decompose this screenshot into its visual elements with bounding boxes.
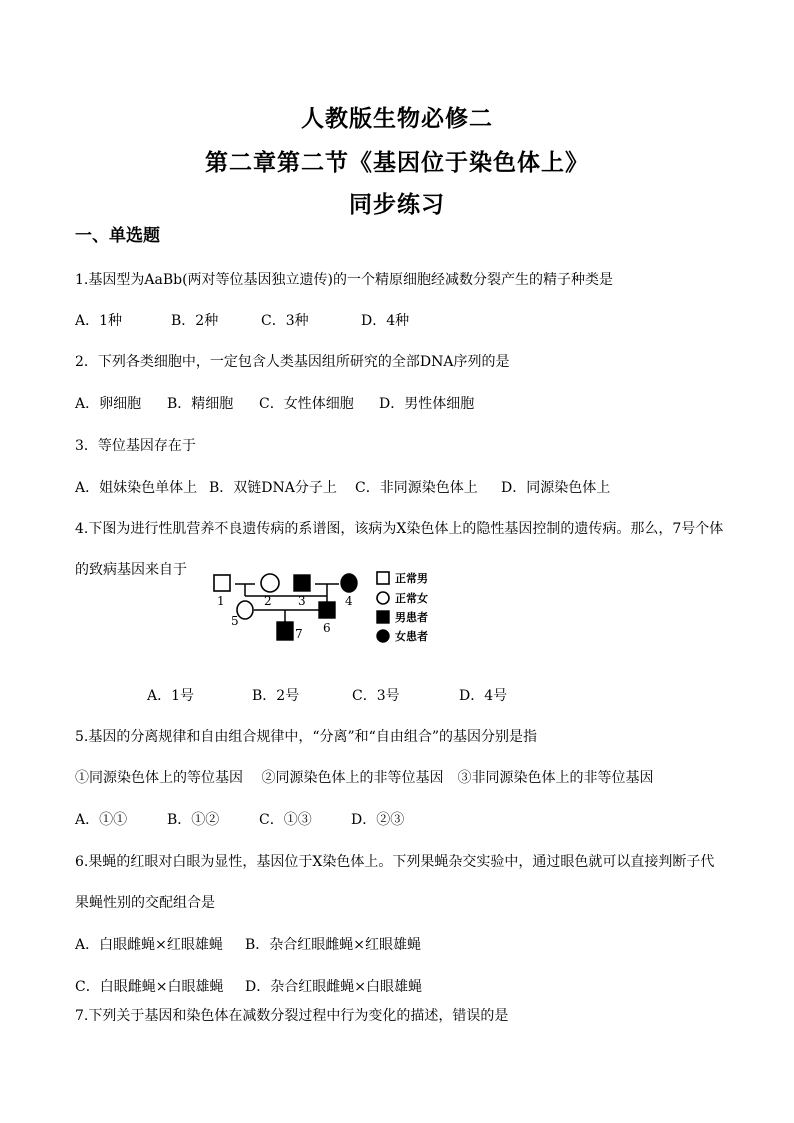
pedigree-number: 3 bbox=[298, 594, 306, 608]
option-c: C．3号 bbox=[352, 688, 400, 704]
option-a: A．1号 bbox=[147, 688, 195, 704]
doc-subtitle-2: 同步练习 bbox=[349, 191, 445, 218]
option-b: B．2号 bbox=[252, 688, 300, 704]
pedigree-individual-1 bbox=[214, 575, 230, 591]
legend-affected-male-icon bbox=[377, 611, 389, 623]
pedigree-chart bbox=[205, 568, 445, 648]
section-heading: 一、单选题 bbox=[75, 226, 160, 246]
option-c: C．非同源染色体上 bbox=[355, 480, 478, 496]
option-b: B．双链DNA分子上 bbox=[209, 480, 337, 496]
pedigree-number: 5 bbox=[231, 614, 239, 628]
pedigree-number: 6 bbox=[323, 621, 331, 635]
question-6-options-row2 bbox=[75, 976, 422, 996]
pedigree-individual-5 bbox=[237, 601, 253, 619]
legend-normal-female-icon bbox=[377, 592, 389, 604]
question-5-stem: 5.基因的分离规律和自由组合规律中，“分离”和“自由组合”的基因分别是指 bbox=[75, 729, 537, 745]
option-c: C．女性体细胞 bbox=[259, 396, 354, 412]
pedigree-number: 7 bbox=[295, 627, 303, 641]
question-1-options bbox=[75, 310, 409, 330]
option-c: C．白眼雌蝇×白眼雄蝇 bbox=[75, 979, 224, 995]
question-3-options bbox=[75, 477, 610, 497]
pedigree-number: 4 bbox=[345, 594, 353, 608]
legend-label: 正常男 bbox=[395, 572, 428, 585]
option-b: B．①② bbox=[167, 812, 220, 828]
option-d: D．杂合红眼雌蝇×白眼雄蝇 bbox=[245, 979, 422, 995]
question-2-options bbox=[75, 393, 474, 413]
option-d: D．同源染色体上 bbox=[501, 480, 611, 496]
question-2-stem: 2．下列各类细胞中，一定包含人类基因组所研究的全部DNA序列的是 bbox=[75, 354, 510, 370]
option-d: D．4种 bbox=[361, 313, 410, 329]
option-a: A．1种 bbox=[75, 313, 123, 329]
pedigree-number: 1 bbox=[217, 594, 225, 608]
option-a: A．白眼雌蝇×红眼雄蝇 bbox=[75, 937, 223, 953]
pedigree-individual-4 bbox=[341, 574, 357, 592]
question-4-stem: 4.下图为进行性肌营养不良遗传病的系谱图，该病为X染色体上的隐性基因控制的遗传病。那么，7号个体 bbox=[75, 521, 724, 537]
option-a: A．①① bbox=[75, 812, 128, 828]
pedigree-individual-3 bbox=[294, 575, 310, 591]
pedigree-individual-2 bbox=[261, 574, 279, 592]
legend-label: 正常女 bbox=[395, 592, 428, 605]
question-7-stem: 7.下列关于基因和染色体在减数分裂过程中行为变化的描述，错误的是 bbox=[75, 1008, 509, 1024]
legend-label: 男患者 bbox=[395, 611, 428, 624]
legend-normal-male-icon bbox=[377, 572, 389, 584]
option-d: D．4号 bbox=[459, 688, 508, 704]
option-d: D．②③ bbox=[351, 812, 405, 828]
question-3-stem: 3．等位基因存在于 bbox=[75, 438, 196, 454]
question-6-stem: 6.果蝇的红眼对白眼为显性，基因位于X染色体上。下列果蝇杂交实验中，通过眼色就可以直接判断子代 bbox=[75, 854, 715, 870]
option-c: C．3种 bbox=[261, 313, 309, 329]
legend-affected-female-icon bbox=[377, 630, 389, 642]
question-4-stem-cont: 的致病基因来自于 bbox=[75, 562, 187, 578]
option-a: A．卵细胞 bbox=[75, 396, 142, 412]
option-c: C．①③ bbox=[259, 812, 312, 828]
pedigree-individual-7 bbox=[277, 622, 293, 640]
option-b: B．杂合红眼雌蝇×红眼雄蝇 bbox=[245, 937, 422, 953]
option-b: B．2种 bbox=[171, 313, 219, 329]
question-5-items: ①同源染色体上的等位基因 ②同源染色体上的非等位基因 ③非同源染色体上的非等位基因 bbox=[75, 770, 654, 786]
pedigree-individual-6 bbox=[319, 602, 335, 618]
question-1-stem: 1.基因型为AaBb(两对等位基因独立遗传)的一个精原细胞经减数分裂产生的精子种类是 bbox=[75, 272, 613, 288]
legend-label: 女患者 bbox=[395, 630, 428, 643]
doc-title: 人教版生物必修二 bbox=[301, 105, 493, 132]
question-6-stem-cont: 果蝇性别的交配组合是 bbox=[75, 895, 215, 911]
option-b: B．精细胞 bbox=[167, 396, 234, 412]
pedigree-number: 2 bbox=[264, 594, 272, 608]
option-a: A．姐妹染色单体上 bbox=[75, 480, 198, 496]
option-d: D．男性体细胞 bbox=[379, 396, 475, 412]
question-6-options-row1 bbox=[75, 934, 421, 954]
doc-subtitle: 第二章第二节《基因位于染色体上》 bbox=[205, 149, 589, 176]
question-4-options bbox=[147, 685, 507, 705]
question-5-options bbox=[75, 809, 404, 829]
